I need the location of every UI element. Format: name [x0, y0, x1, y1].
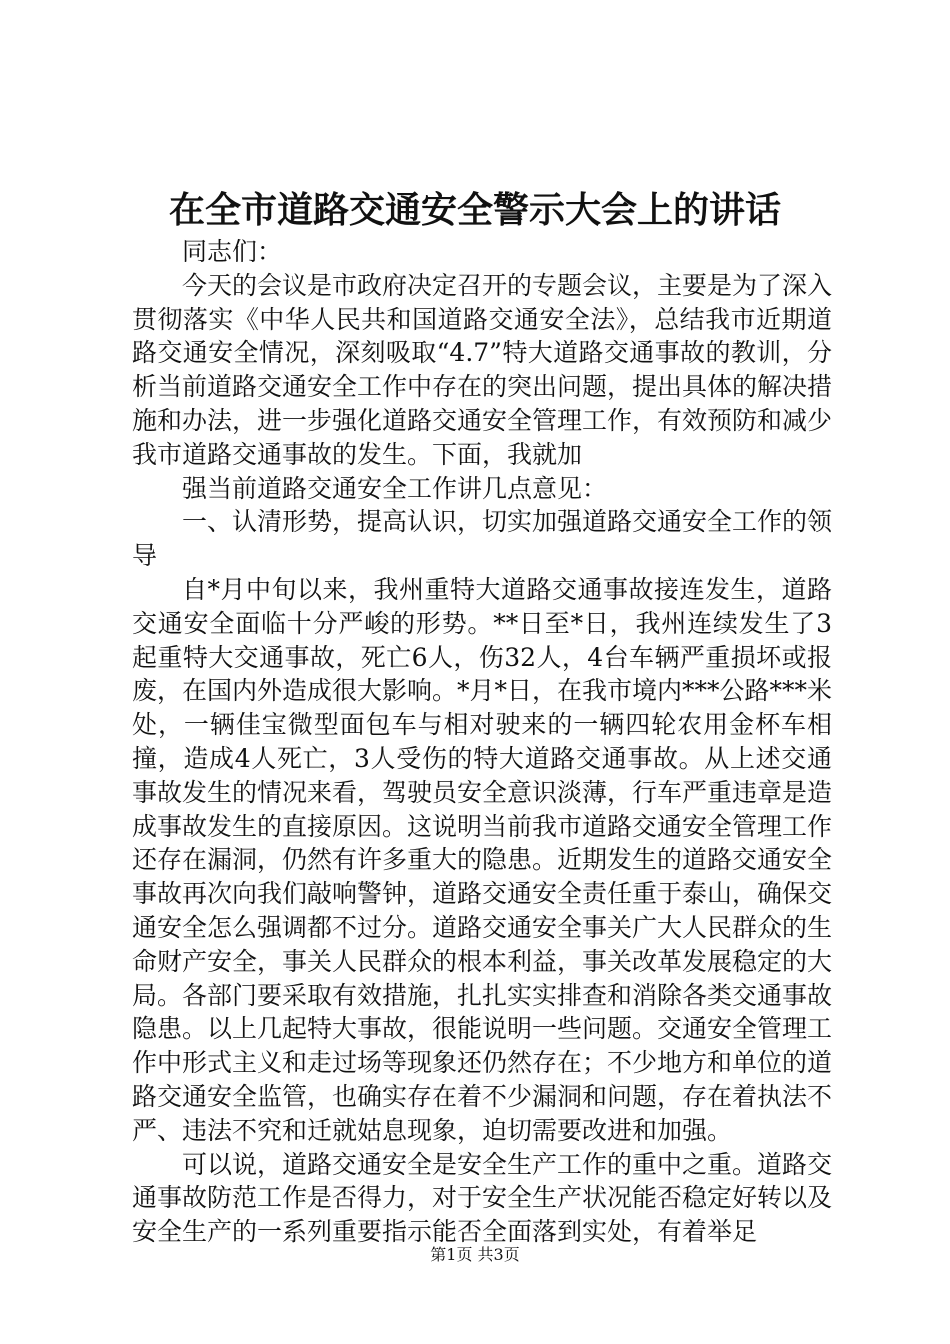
greeting: 同志们：	[182, 237, 283, 266]
page-footer: 第1页 共3页	[430, 1245, 520, 1264]
document-title: 在全市道路交通安全警示大会上的讲话	[168, 189, 781, 231]
paragraph-4: 可以说，道路交通安全是安全生产工作的重中之重。道路交通事故防范工作是否得力，对于安全生产状况能否稳定好转以及安全生产的一系列重要指示能否全面落到实处，有着举足	[132, 1149, 833, 1247]
paragraph-2: 强当前道路交通安全工作讲几点意见：	[182, 473, 608, 503]
document-body	[132, 235, 832, 1249]
paragraph-3: 自*月中旬以来，我州重特大道路交通事故接连发生，道路交通安全面临十分严峻的形势。**日至*日，我州连续发生了3起重特大交通事故，死亡6人，伤32人，4台车辆严重损坏或报废，在国内外造成很大影响。*月*日，在我市境内***公路***米处，一辆佳宝微型面包车与相对驶来的一辆四轮农用金杯车相撞，造成4人死亡，3人受伤的特大道路交通事故。从上述交通事故发生的情况来看，驾驶员安全意识淡薄，行车严重违章是造成事故发生的直接原因。这说明当前我市道路交通安全管理工作还存在漏洞，仍然有许多重大的隐患。近期发生的道路交通安全事故再次向我们敲响警钟，道路交通安全责任重于泰山，确保交通安全怎么强调都不过分。道路交通安全事关广大人民群众的生命财产安全，事关人民群众的根本利益，事关改革发展稳定的大局。各部门要采取有效措施，扎扎实实排查和消除各类交通事故隐患。以上几起特大事故，很能说明一些问题。交通安全管理工作中形式主义和走过场等现象还仍然存在；不少地方和单位的道路交通安全监管，也确实存在着不少漏洞和问题，存在着执法不严、违法不究和迁就姑息现象，迫切需要改进和加强。	[132, 574, 833, 1145]
section-heading-1: 一、认清形势，提高认识，切实加强道路交通安全工作的领导	[132, 507, 833, 571]
paragraph-1: 今天的会议是市政府决定召开的专题会议，主要是为了深入贯彻落实《中华人民共和国道路交通安全法》，总结我市近期道路交通安全情况，深刻吸取“4.7”特大道路交通事故的教训，分析当前道路交通安全工作中存在的突出问题，提出具体的解决措施和办法，进一步强化道路交通安全管理工作，有效预防和减少我市道路交通事故的发生。下面，我就加	[132, 270, 833, 469]
